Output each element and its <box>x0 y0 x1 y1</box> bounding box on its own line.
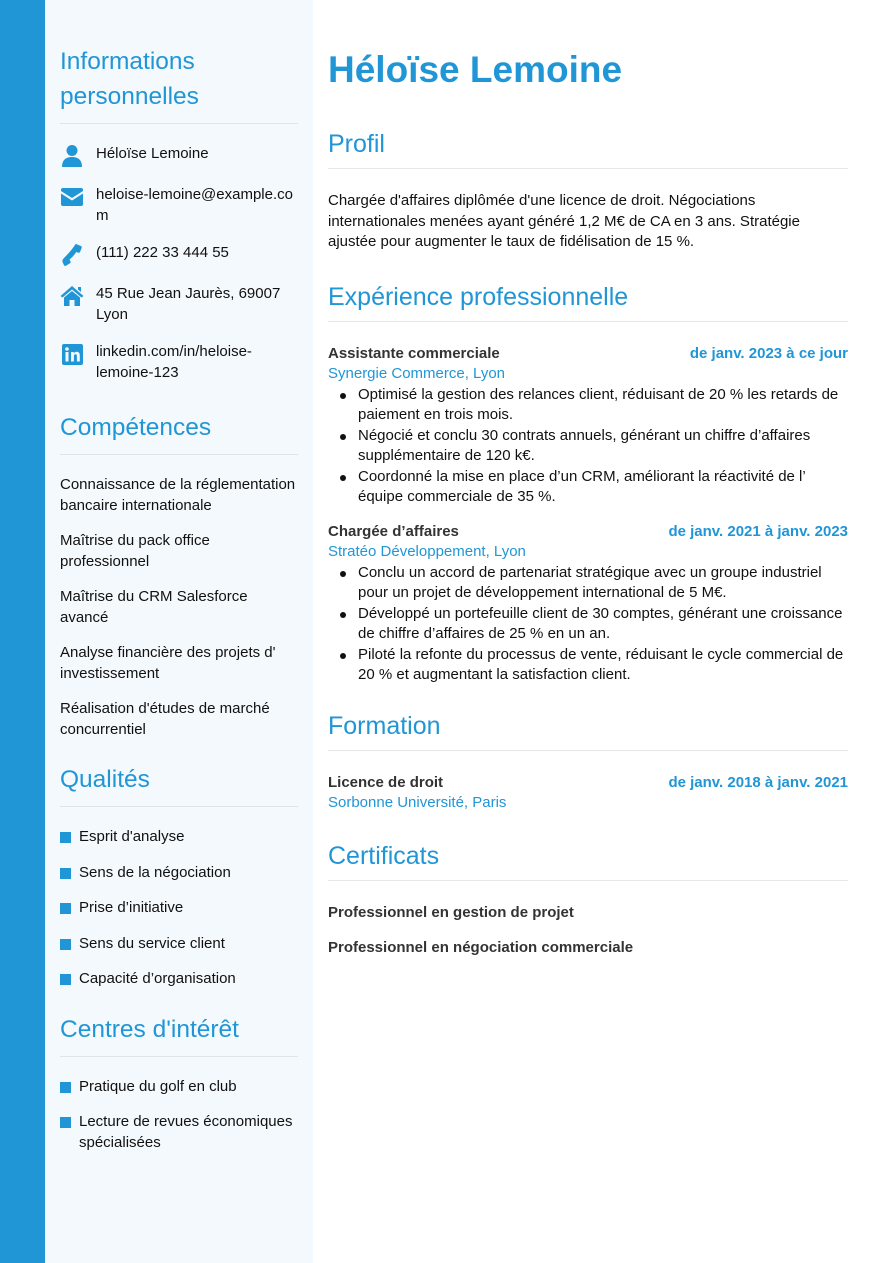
certificate-item: Professionnel en négociation commerciale <box>328 939 634 956</box>
contact-phone[interactable] <box>60 243 298 267</box>
quality-item <box>60 969 298 990</box>
square-bullet-icon <box>60 1117 71 1128</box>
home-icon <box>60 284 84 308</box>
quality-text: Prise d’initiative <box>79 899 184 916</box>
qualities-section <box>60 762 298 990</box>
experience-heading: Expérience professionnelle <box>328 281 848 322</box>
skill-item: Connaissance de la réglementation bancaire internationale <box>60 476 296 514</box>
job-employer: Synergie Commerce, Lyon <box>328 365 506 382</box>
degree-title: Licence de droit <box>328 773 444 791</box>
job-bullet: Développé un portefeuille client de 30 comptes, générant une croissance de chiffre d’affaires de 25 % en un an. <box>328 604 848 645</box>
skill-item: Maîtrise du pack office professionnel <box>60 532 210 570</box>
contact-email[interactable] <box>60 185 298 226</box>
candidate-name: Héloïse Lemoine <box>328 49 623 90</box>
qualities-heading: Qualités <box>60 762 298 807</box>
job-bullet: Négocié et conclu 30 contrats annuels, générant un chiffre d’affaires supplémentaire de 120 k€. <box>328 426 848 467</box>
quality-item <box>60 827 298 848</box>
personal-info-heading: Informations personnelles <box>60 44 298 124</box>
skills-heading: Compétences <box>60 410 298 455</box>
quality-item <box>60 898 298 919</box>
quality-text: Esprit d'analyse <box>79 828 185 845</box>
personal-info-section <box>60 0 298 383</box>
interests-section <box>60 1012 298 1154</box>
job-date: de janv. 2023 à ce jour <box>689 344 848 362</box>
degree-school: Sorbonne Université, Paris <box>328 794 507 811</box>
square-bullet-icon <box>60 832 71 843</box>
job-bullets <box>328 563 848 686</box>
experience-entry <box>328 344 848 508</box>
contact-name-text: Héloïse Lemoine <box>96 145 209 162</box>
sidebar <box>45 0 313 1263</box>
main-content <box>313 0 893 1263</box>
job-bullets <box>328 385 848 508</box>
job-employer: Stratéo Développement, Lyon <box>328 543 526 560</box>
education-section <box>328 710 848 814</box>
interest-item <box>60 1077 298 1098</box>
skill-item: Maîtrise du CRM Salesforce avancé <box>60 588 248 626</box>
skills-section <box>60 410 298 740</box>
square-bullet-icon <box>60 1082 71 1093</box>
square-bullet-icon <box>60 939 71 950</box>
interest-text: Pratique du golf en club <box>79 1077 237 1095</box>
certificates-heading: Certificats <box>328 840 848 881</box>
accent-stripe <box>0 0 45 1263</box>
experience-entry <box>328 522 848 686</box>
square-bullet-icon <box>60 868 71 879</box>
quality-item <box>60 934 298 955</box>
contact-address-text: 45 Rue Jean Jaurès, 69007 Lyon <box>96 285 281 323</box>
user-icon <box>60 144 84 168</box>
contact-phone-text[interactable]: (111) 222 33 444 55 <box>96 244 229 261</box>
envelope-icon <box>60 185 84 209</box>
job-date: de janv. 2021 à janv. 2023 <box>668 522 848 540</box>
certificate-item: Professionnel en gestion de projet <box>328 903 574 921</box>
job-bullet: Piloté la refonte du processus de vente, réduisant le cycle commercial de 20 % et augmentant la satisfaction client. <box>328 645 848 686</box>
skill-item: Réalisation d'études de marché concurrentiel <box>60 700 270 738</box>
interests-heading: Centres d'intérêt <box>60 1012 298 1057</box>
job-bullet: Optimisé la gestion des relances client, réduisant de 20 % les retards de paiement en trois mois. <box>328 385 848 426</box>
education-entry <box>328 773 848 814</box>
job-title: Chargée d’affaires <box>328 522 459 540</box>
square-bullet-icon <box>60 974 71 985</box>
job-bullet: Coordonné la mise en place d’un CRM, améliorant la réactivité de l’ équipe commerciale de 35 %. <box>328 467 848 508</box>
linkedin-icon <box>60 342 84 366</box>
profile-section <box>328 128 848 253</box>
contact-linkedin-text[interactable]: linkedin.com/in/heloise-lemoine-123 <box>96 343 252 381</box>
contact-address <box>60 284 298 325</box>
job-bullet: Conclu un accord de partenariat stratégique avec un groupe industriel pour un projet de développement international de 5 M€. <box>328 563 848 604</box>
quality-text: Sens du service client <box>79 934 225 952</box>
quality-text: Sens de la négociation <box>79 863 231 881</box>
skill-item: Analyse financière des projets d' investissement <box>60 644 276 682</box>
quality-item <box>60 863 298 884</box>
experience-section <box>328 281 848 686</box>
interest-item <box>60 1112 298 1153</box>
contact-linkedin[interactable] <box>60 342 298 383</box>
interest-text: Lecture de revues économiques spécialisées <box>79 1113 293 1151</box>
job-title: Assistante commerciale <box>328 344 500 362</box>
contact-name <box>60 144 298 168</box>
quality-text: Capacité d’organisation <box>79 970 236 987</box>
contact-email-text[interactable]: heloise-lemoine@example.com <box>96 186 293 224</box>
profile-text: Chargée d'affaires diplômée d'une licence de droit. Négociations internationales menées ayant généré 1,2 M€ de CA en 3 ans. Stratégie ajustée pour augmenter le taux de fidélisation de 15 %. <box>328 192 800 250</box>
phone-icon <box>60 243 84 267</box>
degree-date: de janv. 2018 à janv. 2021 <box>668 773 848 791</box>
square-bullet-icon <box>60 903 71 914</box>
profile-heading: Profil <box>328 128 848 169</box>
certificates-section <box>328 840 848 959</box>
education-heading: Formation <box>328 710 848 751</box>
